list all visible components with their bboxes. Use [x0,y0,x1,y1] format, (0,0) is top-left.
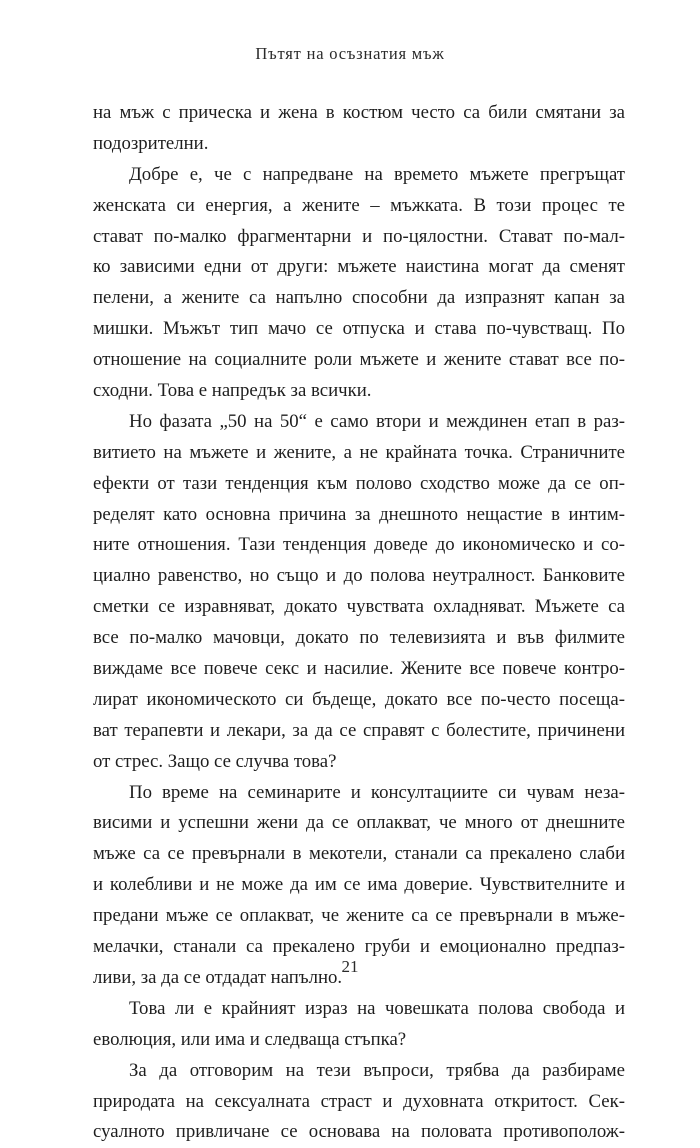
text-line: ределят като основна причина за днешното нещастие в интим- [93,503,625,525]
text-line: витието на мъжете и жените, а не крайната точка. Страничните [93,441,625,463]
text-line: на мъж с прическа и жена в костюм често са били смятани за [93,102,625,123]
text-line: ните отношения. Тази тенденция доведе до икономическо и со- [93,534,625,556]
text-line: виждаме все повече секс и насилие. Жените все повече контро- [93,658,625,680]
text-line: подозрителни. [93,132,209,154]
text-line: природата на сексуалната страст и духовната откритост. Сек- [93,1090,625,1112]
text-line: и колебливи и не може да им се има доверие. Чувствителните и [93,874,625,896]
text-line: мелачки, станали са прекалено груби и емоционално предпаз- [93,936,625,958]
running-head: Пътят на осъзнатия мъж [255,44,445,63]
text-line: пелени, а жените са напълно способни да изпразнят капан за [93,287,625,309]
text-line: За да отговорим на тези въпроси, трябва да разбираме [129,1059,625,1081]
text-line: ливи, за да се отдадат напълно. [93,966,343,988]
text-line: предани мъже се оплакват, че жените са се превърнали в мъже- [93,905,625,927]
text-line: все по-малко мачовци, докато по телевизията и във филмите [93,627,625,649]
text-line: стават по-малко фрагментарни и по-цялостни. Стават по-мал- [93,225,625,247]
text-line: суалното привличане се основава на половата противополож- [93,1121,625,1143]
text-line: висими и успешни жени да се оплакват, че много от днешните [93,812,625,834]
text-line: еволюция, или има и следваща стъпка? [93,1028,407,1050]
text-line: сходни. Това е напредък за всички. [93,380,372,402]
text-line: ко зависими едни от други: мъжете наистина могат да сменят [93,256,625,278]
text-line: мъже са се превърнали в мекотели, станали са прекалено слаби [93,843,625,865]
body-text [93,98,625,1148]
text-line: циално равенство, но също и до полова неутралност. Банковите [93,565,625,587]
text-line: Добре е, че с напредване на времето мъжете прегръщат [129,163,625,185]
text-line: Това ли е крайният израз на човешката полова свобода и [129,997,625,1019]
text-line: лират икономическото си бъдеще, докато все по-често посеща- [93,688,625,710]
text-line: По време на семинарите и консултациите си чувам неза- [129,781,625,803]
text-line: мишки. Мъжът тип мачо се отпуска и става по-чувстващ. По [93,318,625,340]
text-line: от стрес. Защо се случва това? [93,750,337,772]
text-line: ват терапевти и лекари, за да се справят с болестите, причинени [93,719,625,741]
text-line: отношение на социалните роли мъжете и жените стават все по- [93,349,625,371]
text-line: ефекти от тази тенденция към полово сходство може да се оп- [93,472,625,494]
text-line: женската си енергия, а жените – мъжката. В този процес те [93,194,625,216]
text-line: сметки се изравняват, докато чувствата охладняват. Мъжете са [93,596,625,618]
page-number: 21 [341,957,359,976]
text-line: Но фазата „50 на 50“ е само втори и междинен етап в раз- [129,410,625,432]
